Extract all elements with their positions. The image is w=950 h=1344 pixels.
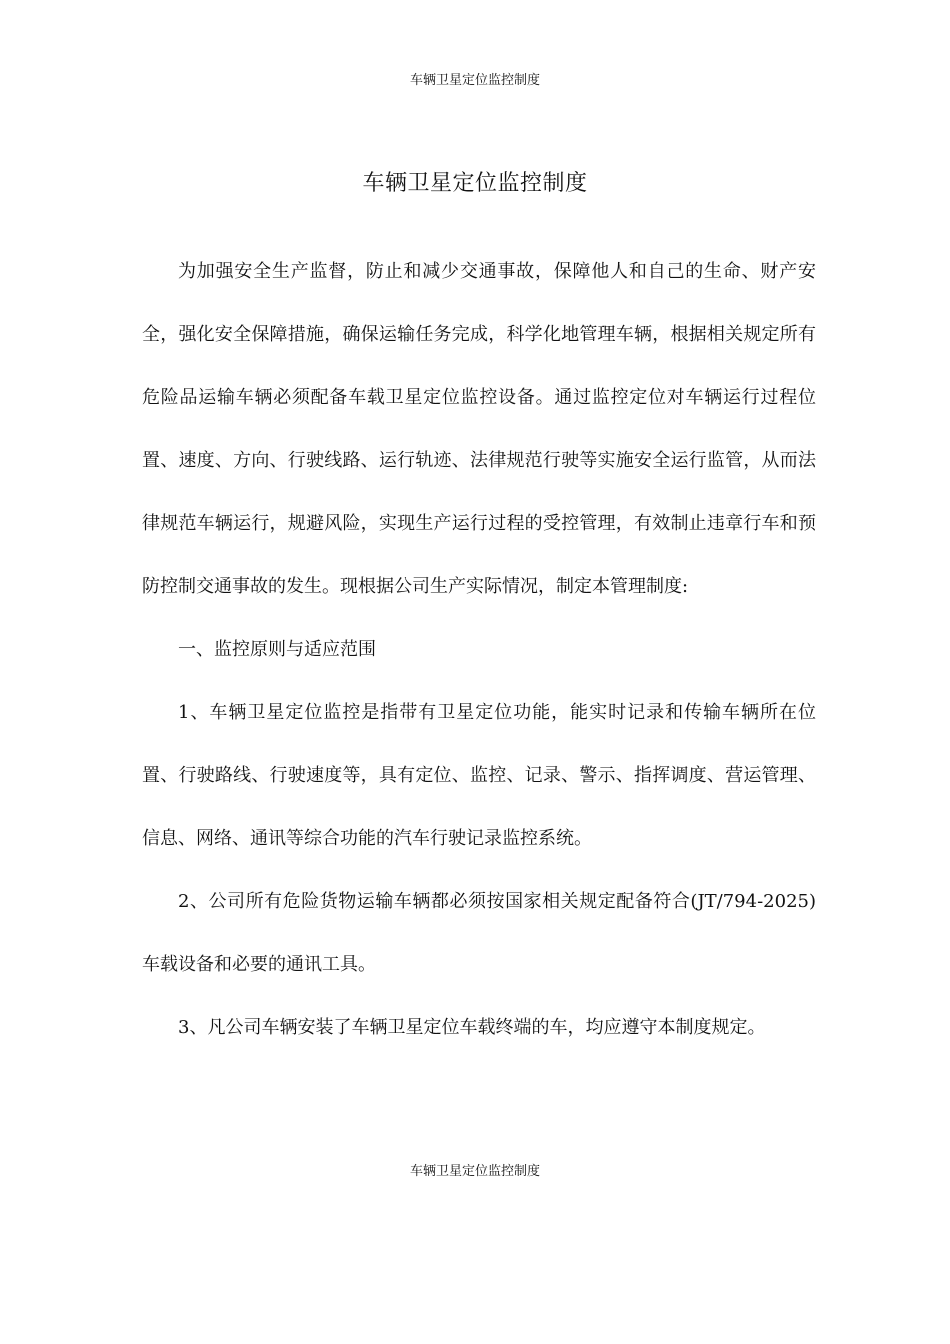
paragraph-item-1: 1、车辆卫星定位监控是指带有卫星定位功能，能实时记录和传输车辆所在位置、行驶路线、行驶速度等，具有定位、监控、记录、警示、指挥调度、营运管理、信息、网络、通讯等综合功能的汽车行驶记录监控系统。: [142, 702, 816, 849]
page-footer: 车辆卫星定位监控制度: [409, 1164, 540, 1179]
page-header: 车辆卫星定位监控制度: [409, 73, 540, 88]
document-body: [142, 240, 816, 1059]
paragraph-intro: 为加强安全生产监督，防止和减少交通事故，保障他人和自己的生命、财产安全，强化安全保障措施，确保运输任务完成，科学化地管理车辆，根据相关规定所有危险品运输车辆必须配备车载卫星定位监控设备。通过监控定位对车辆运行过程位置、速度、方向、行驶线路、运行轨迹、法律规范行驶等实施安全运行监管，从而法律规范车辆运行，规避风险，实现生产运行过程的受控管理，有效制止违章行车和预防控制交通事故的发生。现根据公司生产实际情况，制定本管理制度:: [142, 261, 816, 597]
paragraph-item-2: 2、公司所有危险货物运输车辆都必须按国家相关规定配备符合(JT/794-2025)车载设备和必要的通讯工具。: [142, 891, 816, 975]
paragraph-item-3: 3、凡公司车辆安装了车辆卫星定位车载终端的车，均应遵守本制度规定。: [178, 1017, 766, 1038]
section-heading-1: 一、监控原则与适应范围: [178, 639, 376, 660]
document-title: 车辆卫星定位监控制度: [362, 171, 588, 196]
